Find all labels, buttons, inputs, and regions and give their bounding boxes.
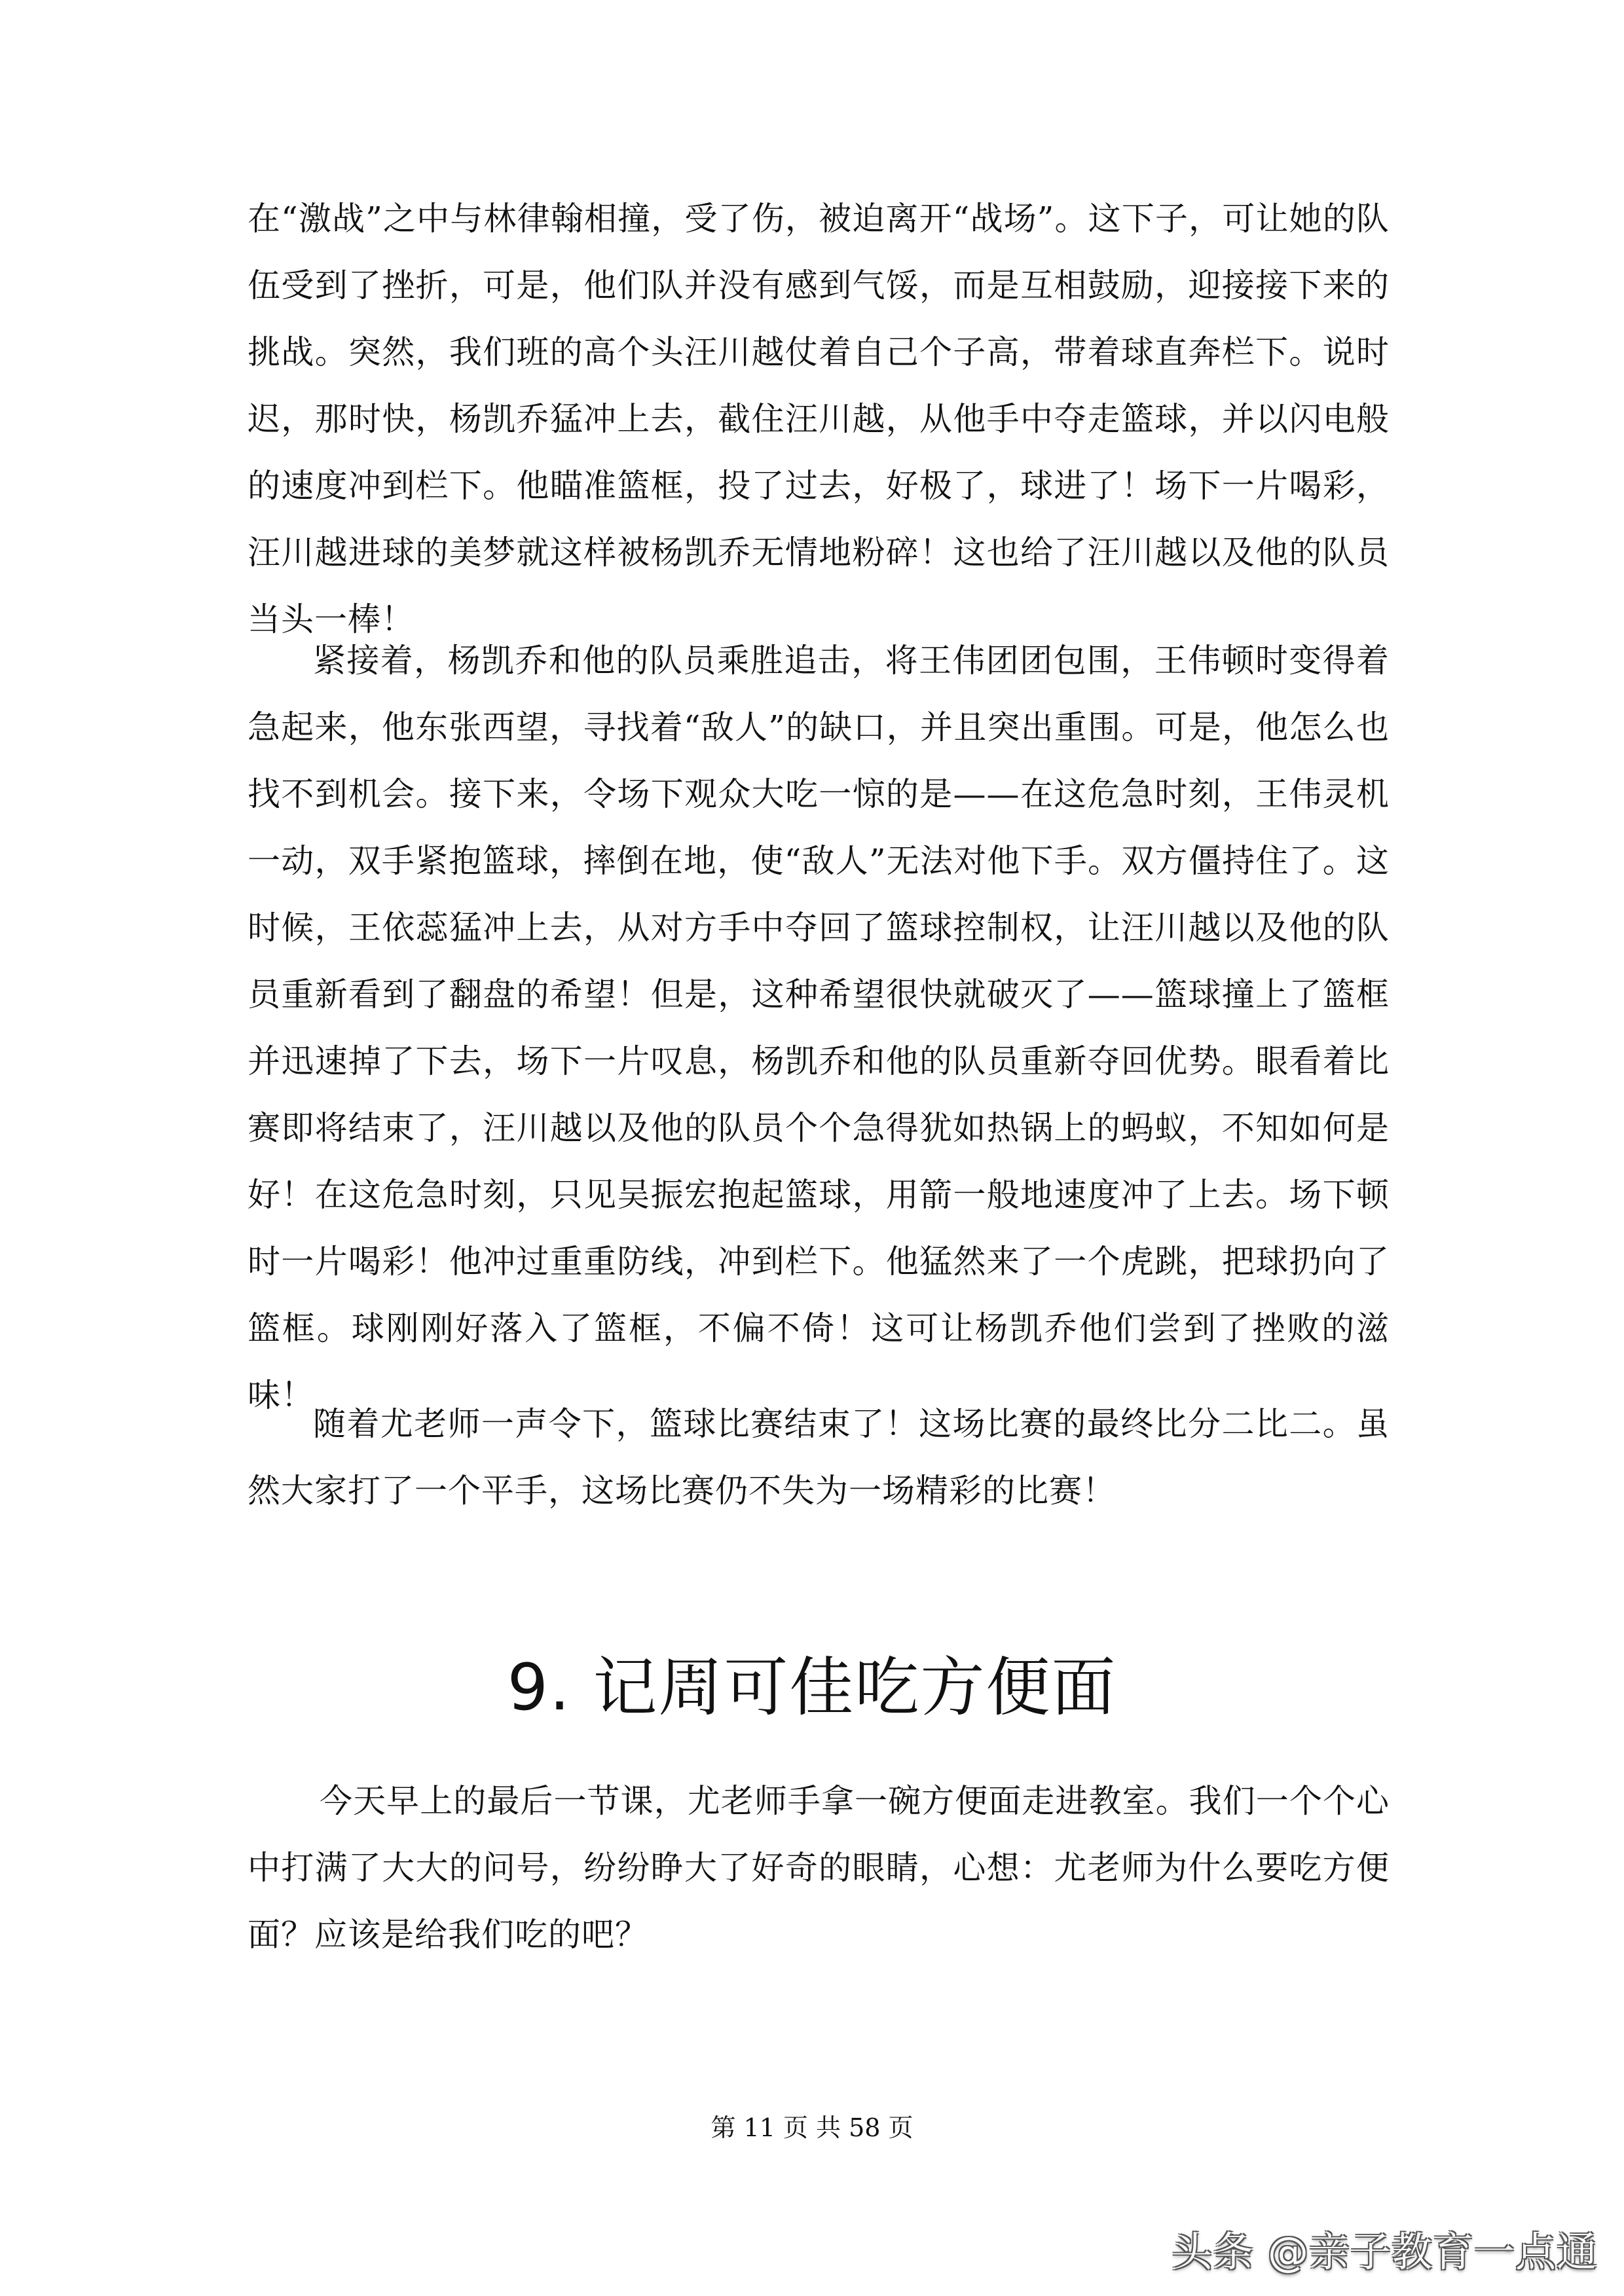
watermark: 头条 @亲子教育一点通 [1172,2228,1598,2276]
paragraph-3: 随着尤老师一声令下，篮球比赛结束了！这场比赛的最终比分二比二。虽然大家打了一个平手，这场比赛仍不失为一场精彩的比赛！ [248,1405,1390,1510]
paragraph-1: 在“激战”之中与林律翰相撞，受了伤，被迫离开“战场”。这下子，可让她的队伍受到了挫折，可是，他们队并没有感到气馁，而是互相鼓励，迎接接下来的挑战。突然，我们班的高个头汪川越仗着自己个子高，带着球直奔栏下。说时迟，那时快，杨凯乔猛冲上去，截住汪川越，从他手中夺走篮球，并以闪电般的速度冲到栏下。他瞄准篮框，投了过去，好极了，球进了！场下一片喝彩，汪川越进球的美梦就这样被杨凯乔无情地粉碎！这也给了汪川越以及他的队员当头一棒！ [248,200,1390,638]
chapter-heading: 9. 记周可佳吃方便面 [507,1650,1117,1725]
paragraph-2: 紧接着，杨凯乔和他的队员乘胜追击，将王伟团团包围，王伟顿时变得着急起来，他东张西望，寻找着“敌人”的缺口，并且突出重围。可是，他怎么也找不到机会。接下来，令场下观众大吃一惊的是——在这危急时刻，王伟灵机一动，双手紧抱篮球，摔倒在地，使“敌人”无法对他下手。双方僵持住了。这时候，王依蕊猛冲上去，从对方手中夺回了篮球控制权，让汪川越以及他的队员重新看到了翻盘的希望！但是，这种希望很快就破灭了——篮球撞上了篮框并迅速掉了下去，场下一片叹息，杨凯乔和他的队员重新夺回优势。眼看着比赛即将结束了，汪川越以及他的队员个个急得犹如热锅上的蚂蚁，不知如何是好！在这危急时刻，只见吴振宏抱起篮球，用箭一般地速度冲了上去。场下顿时一片喝彩！他冲过重重防线，冲到栏下。他猛然来了一个虎跳，把球扔向了篮框。球刚刚好落入了篮框，不偏不倚！这可让杨凯乔他们尝到了挫败的滋味！ [248,642,1390,1414]
page-footer: 第 11 页 共 58 页 [710,2113,913,2142]
paragraph-4: 今天早上的最后一节课，尤老师手拿一碗方便面走进教室。我们一个个心中打满了大大的问号，纷纷睁大了好奇的眼睛，心想：尤老师为什么要吃方便面？应该是给我们吃的吧？ [248,1782,1390,1954]
